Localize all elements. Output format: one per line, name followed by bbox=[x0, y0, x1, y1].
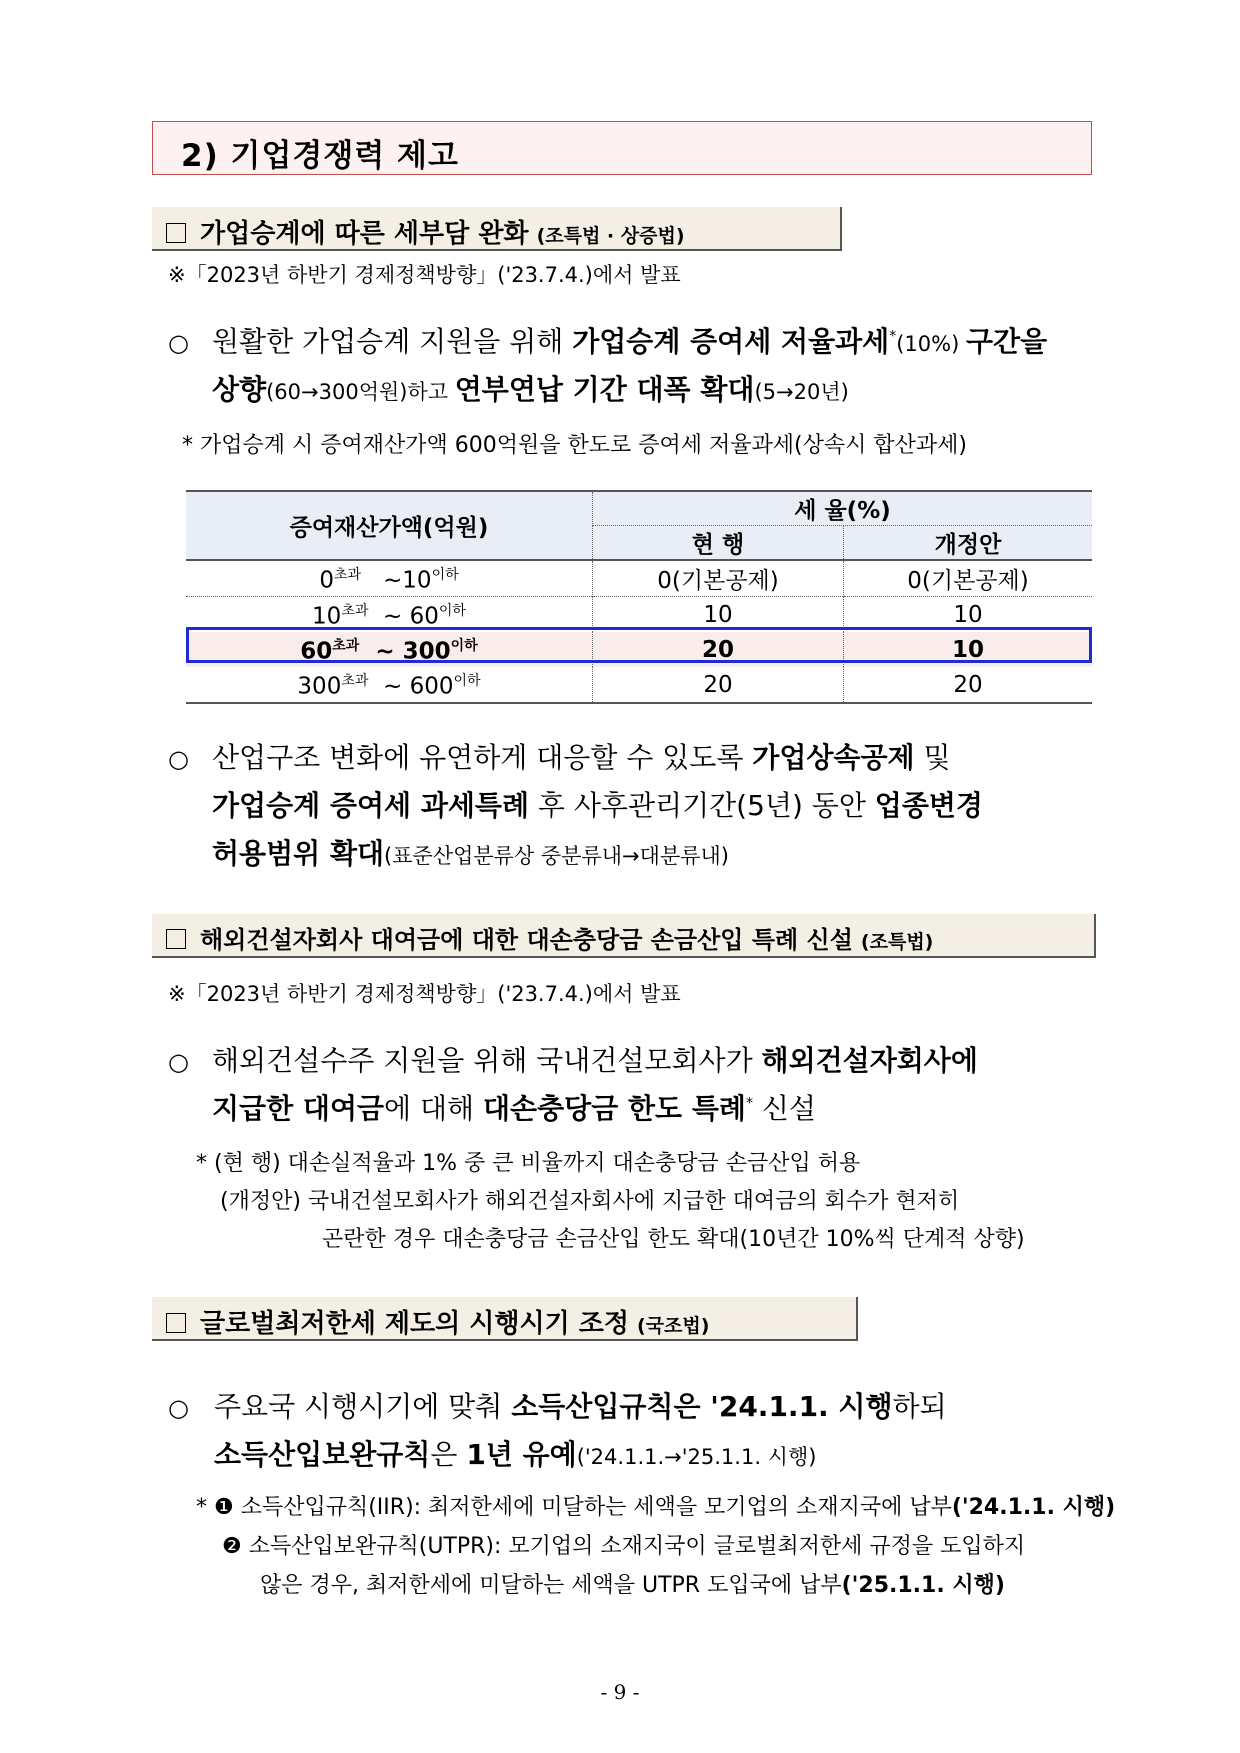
footnote: 않은 경우, 최저한세에 미달하는 세액을 UTPR 도입국에 납부('25.1.1. 시행) bbox=[260, 1573, 1005, 1598]
source-note: ※「2023년 하반기 경제정책방향」('23.7.4.)에서 발표 bbox=[168, 263, 681, 287]
table-row: $300^{초과}$ ~ $600^{이하}$ 20 20 bbox=[186, 667, 1092, 703]
paragraph-line: 허용범위 확대(표준산업분류상 중분류내→대분류내) bbox=[212, 837, 729, 870]
law-label: (국조법) bbox=[637, 1315, 710, 1337]
paragraph-line: 원활한 가업승계 지원을 위해 가업승계 증여세 저율과세*(10%) 구간을 bbox=[212, 325, 1048, 358]
bullet-icon: ○ bbox=[168, 1394, 189, 1422]
table-header-amount: 증여재산가액(억원) bbox=[186, 491, 593, 560]
checkbox-icon bbox=[166, 1313, 186, 1333]
footnote: 곤란한 경우 대손충당금 손금산입 한도 확대(10년간 10%씩 단계적 상향) bbox=[322, 1227, 1025, 1252]
table-row-highlighted: $60^{초과}$ ~ $300^{이하}$ 20 10 bbox=[186, 632, 1092, 667]
footnote: (개정안) 국내건설모회사가 해외건설자회사에 지급한 대여금의 회수가 현저히 bbox=[220, 1189, 960, 1214]
section-heading-3 bbox=[152, 1297, 858, 1341]
paragraph-line: 산업구조 변화에 유연하게 대응할 수 있도록 가업상속공제 및 bbox=[212, 741, 951, 774]
page-title: 2) 기업경쟁력 제고 bbox=[181, 138, 459, 174]
checkbox-icon bbox=[166, 929, 186, 949]
page-number: - 9 - bbox=[600, 1680, 640, 1704]
source-note: ※「2023년 하반기 경제정책방향」('23.7.4.)에서 발표 bbox=[168, 982, 681, 1006]
paragraph-line: 가업승계 증여세 과세특례 후 사후관리기간(5년) 동안 업종변경 bbox=[212, 789, 983, 822]
section-title-box bbox=[152, 121, 1092, 175]
law-label: (조특법 · 상증법) bbox=[536, 225, 685, 247]
heading-text: 가업승계에 따른 세부담 완화 bbox=[200, 219, 529, 249]
paragraph-line: 해외건설수주 지원을 위해 국내건설모회사가 해외건설자회사에 bbox=[212, 1044, 978, 1077]
section-heading-1 bbox=[152, 207, 842, 251]
table-row: $10^{초과}$ ~ $60^{이하}$ 10 10 bbox=[186, 597, 1092, 633]
table-header-rate: 세 율(%) bbox=[593, 491, 1093, 526]
tax-rate-table bbox=[186, 490, 1092, 704]
table-row: $0^{초과}$ $\sim 10^{이하}$ 0(기본공제) 0(기본공제) bbox=[186, 560, 1092, 597]
bullet-icon: ○ bbox=[168, 1048, 189, 1076]
footnote: * (현 행) 대손실적율과 1% 중 큰 비율까지 대손충당금 손금산입 허용 bbox=[196, 1151, 861, 1176]
table-header-current: 현 행 bbox=[593, 526, 844, 561]
checkbox-icon bbox=[166, 223, 186, 243]
footnote: * ❶ 소득산입규칙(IIR): 최저한세에 미달하는 세액을 모기업의 소재지국에 납부('24.1.1. 시행) bbox=[196, 1495, 1116, 1520]
footnote: ❷ 소득산입보완규칙(UTPR): 모기업의 소재지국이 글로벌최저한세 규정을 도입하지 bbox=[222, 1534, 1026, 1559]
paragraph-line: 상향(60→300억원)하고 연부연납 기간 대폭 확대(5→20년) bbox=[212, 373, 849, 406]
bullet-icon: ○ bbox=[168, 329, 189, 357]
law-label: (조특법) bbox=[860, 931, 934, 953]
bullet-icon: ○ bbox=[168, 745, 189, 773]
section-heading-2 bbox=[152, 914, 1096, 958]
paragraph-line: 소득산입보완규칙은 1년 유예('24.1.1.→'25.1.1. 시행) bbox=[214, 1438, 817, 1471]
heading-text: 해외건설자회사 대여금에 대한 대손충당금 손금산입 특례 신설 bbox=[200, 926, 853, 954]
footnote: * 가업승계 시 증여재산가액 600억원을 한도로 증여세 저율과세(상속시 합산과세) bbox=[182, 433, 967, 458]
paragraph-line: 주요국 시행시기에 맞춰 소득산입규칙은 '24.1.1. 시행하되 bbox=[214, 1390, 947, 1423]
paragraph-line: 지급한 대여금에 대해 대손충당금 한도 특례* 신설 bbox=[212, 1092, 816, 1125]
heading-text: 글로벌최저한세 제도의 시행시기 조정 bbox=[200, 1309, 630, 1339]
table-header-revised: 개정안 bbox=[844, 526, 1093, 561]
